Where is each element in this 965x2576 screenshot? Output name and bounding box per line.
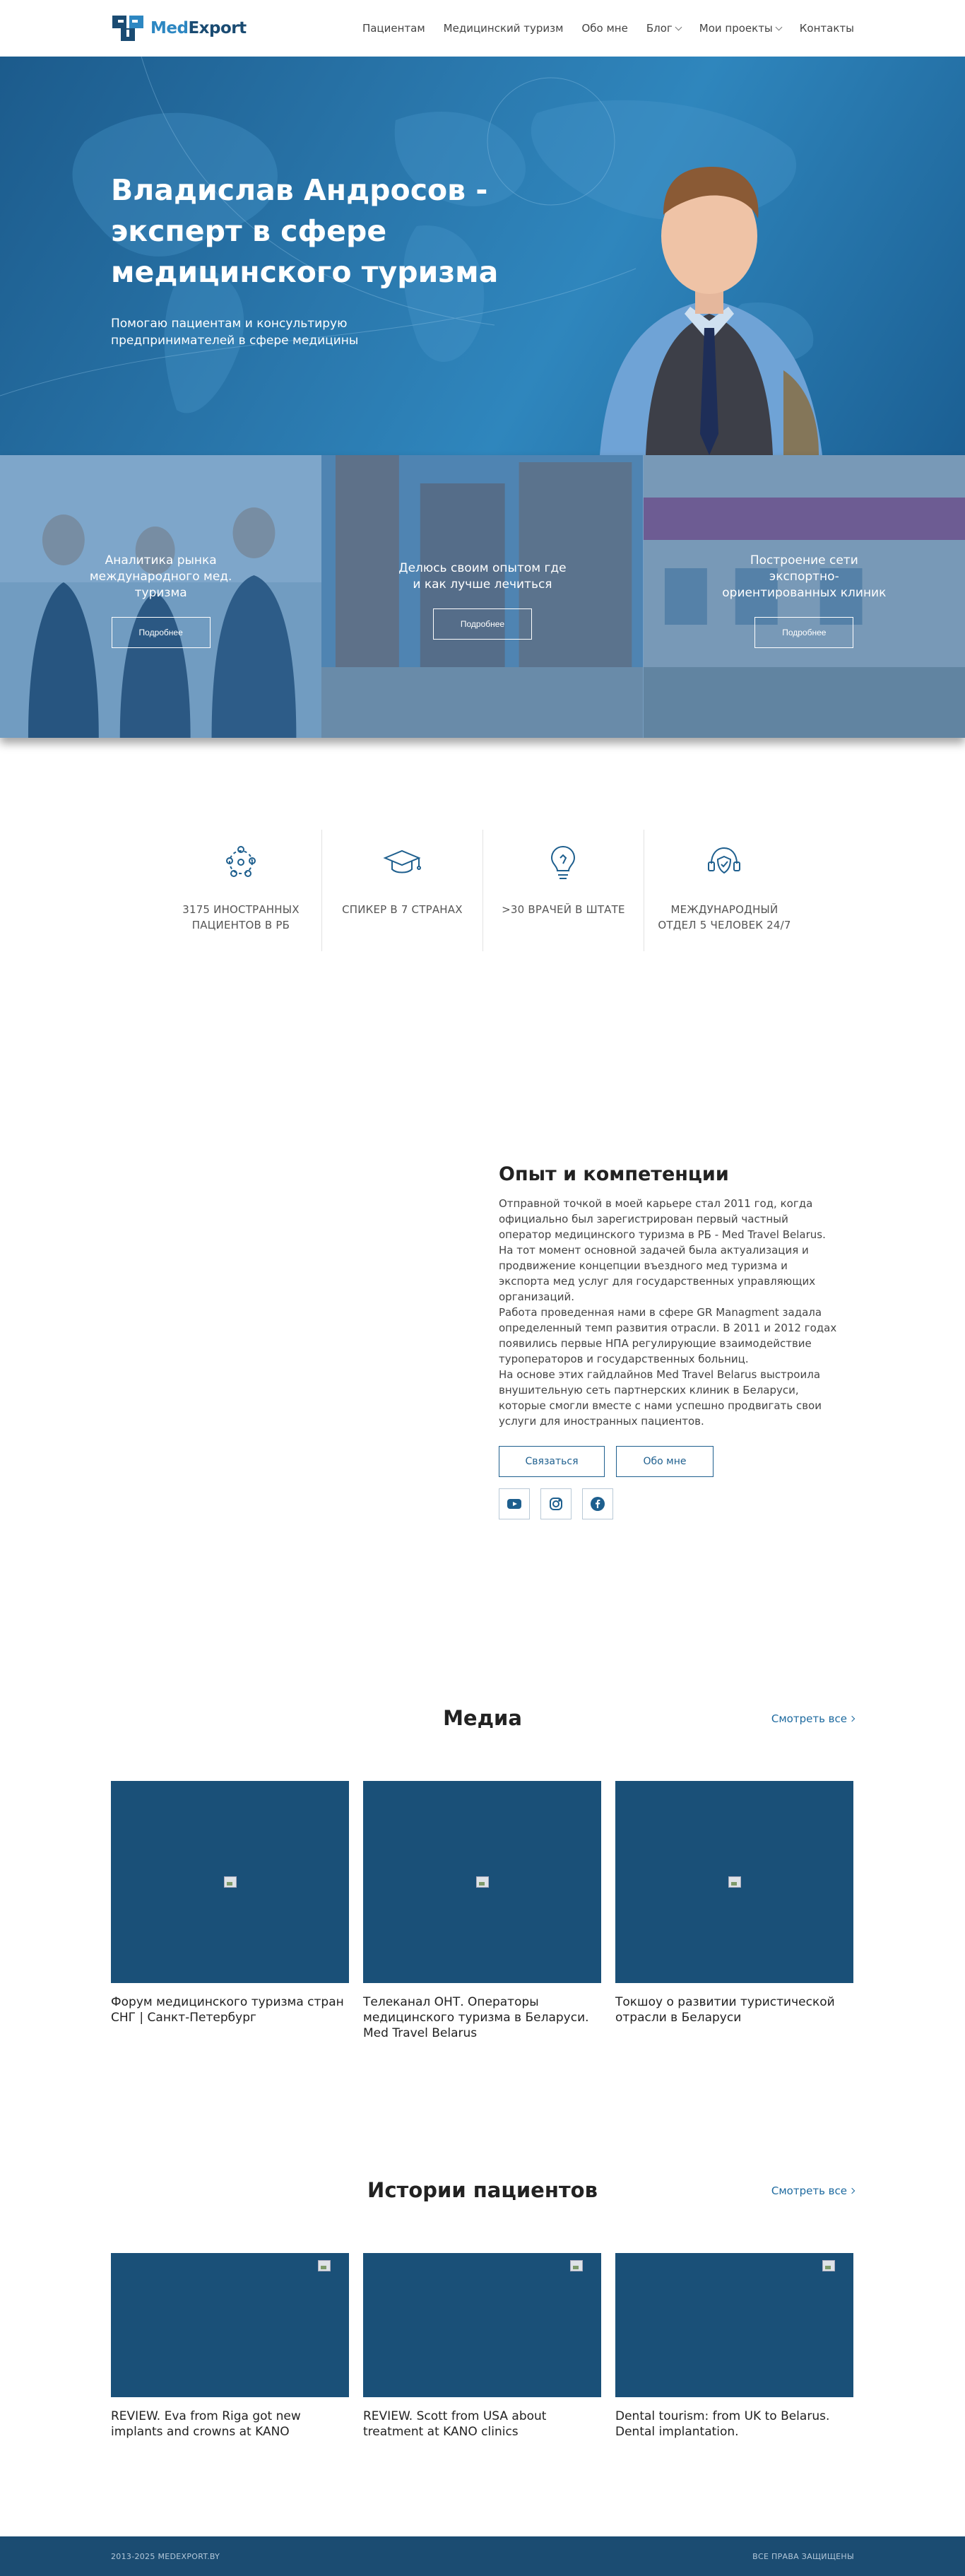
experience-text: [499, 1196, 838, 1429]
medexport-logo-icon: [111, 14, 145, 42]
instagram-icon: [549, 1497, 563, 1511]
nav-medical-tourism[interactable]: Медицинский туризм: [443, 22, 564, 35]
service-title: Построение сети экспортно-ориентированных клиник: [722, 553, 887, 600]
service-card-analytics: [0, 455, 321, 738]
media-card[interactable]: [363, 1781, 601, 2041]
experience-title: Опыт и компетенции: [499, 1163, 729, 1185]
video-thumbnail[interactable]: [111, 1781, 349, 1983]
chevron-right-icon: [849, 1716, 855, 1722]
facebook-icon: [591, 1497, 605, 1511]
footer-copyright: 2013-2025 MEDEXPORT.BY: [111, 2551, 220, 2561]
stories-title: Истории пациентов: [367, 2178, 598, 2202]
stat-item: [482, 830, 644, 951]
image-placeholder-icon: [728, 1876, 741, 1888]
stat-item: [321, 830, 482, 951]
chevron-down-icon: [775, 23, 782, 30]
network-people-icon: [221, 842, 261, 882]
stat-text: МЕЖДУНАРОДНЫЙ ОТДЕЛ 5 ЧЕЛОВЕК 24/7: [658, 903, 791, 931]
youtube-link[interactable]: [499, 1488, 530, 1519]
service-card-experience: [321, 455, 643, 738]
stat-text: СПИКЕР В 7 СТРАНАХ: [342, 903, 463, 916]
headset-shield-icon: [704, 842, 744, 882]
chevron-down-icon: [675, 23, 682, 30]
image-placeholder-icon: [476, 1876, 489, 1888]
site-footer: [0, 2536, 965, 2576]
experience-paragraph: На основе этих гайдлайнов Med Travel Belarus выстроила внушительную сеть партнерских клиник в Беларуси, которые смогли вместе с нами успешно продвигать свои услуги для иностранных пациентов.: [499, 1368, 822, 1428]
chevron-right-icon: [849, 2188, 855, 2194]
media-section: [0, 1706, 965, 2178]
nav-projects[interactable]: Мои проекты: [699, 22, 781, 35]
services-section: [0, 455, 965, 738]
hero-title: Владислав Андросов - эксперт в сфере медицинского туризма: [111, 173, 499, 289]
experience-paragraph: На тот момент основной задачей была актуализация и продвижение концепции въездного мед туризма и экспорта мед услуг для государственных управляющих организаций.: [499, 1244, 816, 1303]
stat-item: [644, 830, 805, 951]
about-button[interactable]: Обо мне: [616, 1446, 714, 1477]
site-header: [0, 0, 965, 57]
media-card-title[interactable]: Телеканал ОНТ. Операторы медицинского туризма в Беларуси. Med Travel Belarus: [363, 1995, 589, 2040]
youtube-icon: [507, 1498, 521, 1510]
video-thumbnail[interactable]: [615, 1781, 853, 1983]
experience-paragraph: Работа проведенная нами в сфере GR Managment задала определенный темп развития отрасли. В 2011 и 2012 годах появились первые НПА регулирующие взаимодействие туроператоров и государственных больниц.: [499, 1306, 837, 1365]
nav-patients[interactable]: Пациентам: [362, 22, 425, 35]
story-card[interactable]: [111, 2253, 349, 2440]
lightbulb-icon: [543, 842, 583, 882]
details-button[interactable]: Подробнее: [754, 617, 853, 648]
logo[interactable]: [111, 14, 247, 42]
stat-text: >30 ВРАЧЕЙ В ШТАТЕ: [502, 903, 625, 916]
stat-item: [160, 830, 321, 951]
hero-section: [0, 57, 965, 455]
story-card[interactable]: [363, 2253, 601, 2440]
logo-text: MedExport: [150, 19, 247, 37]
image-placeholder-icon: [570, 2260, 583, 2271]
main-nav: [362, 22, 854, 35]
contact-button[interactable]: Связаться: [499, 1446, 605, 1477]
story-card-title[interactable]: REVIEW. Scott from USA about treatment at KANO clinics: [363, 2409, 547, 2439]
story-card[interactable]: [615, 2253, 853, 2440]
stats-section: [0, 738, 965, 1162]
nav-contacts[interactable]: Контакты: [799, 22, 854, 35]
nav-blog[interactable]: Блог: [646, 22, 681, 35]
media-card[interactable]: [615, 1781, 853, 2041]
media-title: Медиа: [443, 1706, 522, 1730]
video-thumbnail[interactable]: [615, 2253, 853, 2397]
experience-paragraph: Отправной точкой в моей карьере стал 2011 год, когда официально был зарегистрирован первый частный оператор медицинского туризма в РБ - Med Travel Belarus.: [499, 1197, 826, 1241]
media-card[interactable]: [111, 1781, 349, 2041]
nav-about[interactable]: Обо мне: [581, 22, 628, 35]
stories-section: [0, 2178, 965, 2536]
stories-see-all-link[interactable]: Смотреть все: [771, 2184, 854, 2197]
media-card-title[interactable]: Форум медицинского туризма стран СНГ | Санкт-Петербург: [111, 1995, 344, 2025]
service-title: Аналитика рынка международного мед. туризма: [89, 553, 232, 600]
experience-section: [0, 1162, 965, 1706]
stat-text: 3175 ИНОСТРАННЫХ ПАЦИЕНТОВ В РБ: [182, 903, 300, 931]
portrait-image: [579, 102, 840, 455]
service-title: Делюсь своим опытом где и как лучше лечиться: [398, 561, 567, 592]
image-placeholder-icon: [822, 2260, 835, 2271]
video-thumbnail[interactable]: [363, 1781, 601, 1983]
image-placeholder-icon: [224, 1876, 237, 1888]
instagram-link[interactable]: [540, 1488, 572, 1519]
service-card-clinics: [644, 455, 965, 738]
hero-subtitle: Помогаю пациентам и консультирую предпринимателей в сфере медицины: [111, 317, 359, 348]
video-thumbnail[interactable]: [363, 2253, 601, 2397]
facebook-link[interactable]: [582, 1488, 613, 1519]
details-button[interactable]: Подробнее: [112, 617, 211, 648]
media-card-title[interactable]: Токшоу о развитии туристической отрасли в Беларуси: [615, 1995, 835, 2025]
footer-rights: ВСЕ ПРАВА ЗАЩИЩЕНЫ: [752, 2551, 854, 2561]
media-see-all-link[interactable]: Смотреть все: [771, 1712, 854, 1725]
story-card-title[interactable]: REVIEW. Eva from Riga got new implants and crowns at KANO: [111, 2409, 301, 2439]
image-placeholder-icon: [318, 2260, 331, 2271]
graduation-cap-icon: [382, 842, 422, 882]
video-thumbnail[interactable]: [111, 2253, 349, 2397]
details-button[interactable]: Подробнее: [433, 608, 532, 640]
story-card-title[interactable]: Dental tourism: from UK to Belarus. Dental implantation.: [615, 2409, 830, 2439]
